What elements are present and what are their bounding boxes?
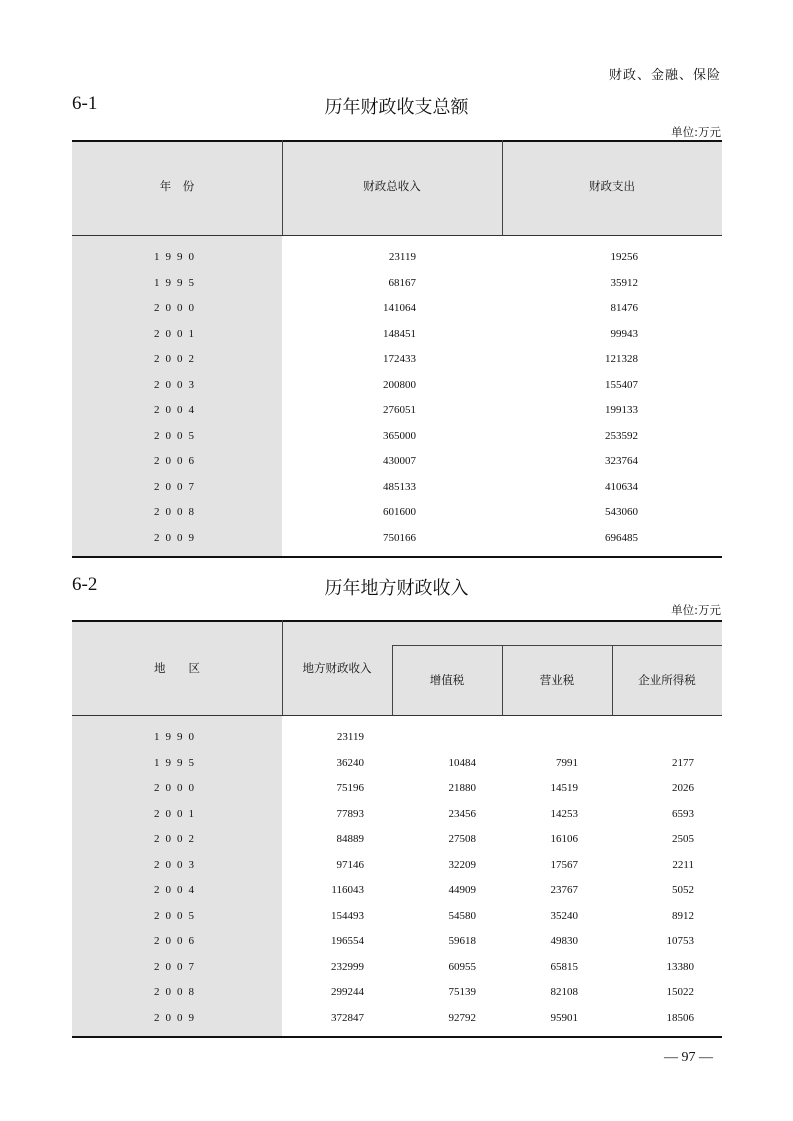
revenue-cell: 23119 bbox=[388, 251, 416, 263]
year-cell: 2005 bbox=[154, 909, 200, 922]
corporate-tax-cell: 15022 bbox=[666, 986, 694, 998]
local-revenue-cell: 232999 bbox=[331, 960, 364, 973]
year-cell: 2003 bbox=[154, 858, 200, 871]
table-row bbox=[72, 425, 722, 450]
table-row bbox=[72, 803, 722, 828]
year-cell: 2005 bbox=[154, 429, 200, 442]
corporate-tax-cell: 2026 bbox=[672, 782, 694, 794]
table2-number: 6-2 bbox=[72, 574, 98, 595]
corporate-tax-cell: 18506 bbox=[666, 1011, 694, 1024]
table1-top-rule bbox=[72, 140, 722, 142]
vat-cell: 10484 bbox=[448, 756, 476, 769]
business-tax-cell: 49830 bbox=[550, 935, 578, 947]
corporate-tax-cell: 2505 bbox=[672, 833, 694, 845]
table-row bbox=[72, 956, 722, 981]
year-cell: 2000 bbox=[154, 782, 200, 794]
local-revenue-cell: 116043 bbox=[331, 884, 364, 896]
corporate-tax-cell: 6593 bbox=[672, 807, 694, 820]
revenue-cell: 200800 bbox=[383, 378, 416, 391]
table-row bbox=[72, 828, 722, 853]
table2-header-business-tax: 营业税 bbox=[539, 673, 575, 687]
expenditure-cell: 253592 bbox=[605, 429, 638, 442]
business-tax-cell: 35240 bbox=[550, 909, 578, 922]
business-tax-cell: 16106 bbox=[550, 833, 578, 845]
revenue-cell: 485133 bbox=[383, 480, 416, 493]
table1-header-revenue: 财政总收入 bbox=[363, 179, 421, 193]
expenditure-cell: 696485 bbox=[605, 531, 638, 544]
table2-unit: 单位:万元 bbox=[671, 603, 721, 617]
local-revenue-cell: 196554 bbox=[331, 935, 364, 947]
local-revenue-cell: 154493 bbox=[331, 909, 364, 922]
table-row bbox=[72, 450, 722, 475]
table1-number: 6-1 bbox=[72, 93, 98, 114]
year-cell: 1995 bbox=[154, 276, 200, 289]
year-cell: 1990 bbox=[154, 251, 200, 263]
table2-header-corporate-tax: 企业所得税 bbox=[638, 673, 696, 687]
table2-header-rule bbox=[72, 715, 722, 716]
vat-cell: 32209 bbox=[448, 858, 476, 871]
corporate-tax-cell: 13380 bbox=[666, 960, 694, 973]
table-row bbox=[72, 752, 722, 777]
local-revenue-cell: 84889 bbox=[336, 833, 364, 845]
table-row bbox=[72, 476, 722, 501]
table-row bbox=[72, 323, 722, 348]
revenue-cell: 172433 bbox=[383, 353, 416, 365]
business-tax-cell: 65815 bbox=[550, 960, 578, 973]
local-revenue-cell: 23119 bbox=[336, 731, 364, 743]
year-cell: 1995 bbox=[154, 756, 200, 769]
expenditure-cell: 410634 bbox=[605, 480, 638, 493]
table-row bbox=[72, 905, 722, 930]
table1-header-year: 年 份 bbox=[159, 179, 195, 193]
local-revenue-cell: 75196 bbox=[336, 782, 364, 794]
table-row bbox=[72, 374, 722, 399]
table2 bbox=[72, 620, 722, 1039]
vat-cell: 75139 bbox=[448, 986, 476, 998]
vat-cell: 54580 bbox=[448, 909, 476, 922]
expenditure-cell: 155407 bbox=[605, 378, 638, 391]
year-cell: 2006 bbox=[154, 455, 200, 467]
year-cell: 2008 bbox=[154, 986, 200, 998]
revenue-cell: 601600 bbox=[383, 506, 416, 518]
revenue-cell: 750166 bbox=[383, 531, 416, 544]
expenditure-cell: 19256 bbox=[610, 251, 638, 263]
vat-cell: 92792 bbox=[448, 1011, 476, 1024]
table2-title: 历年地方财政收入 bbox=[324, 578, 469, 599]
year-cell: 2003 bbox=[154, 378, 200, 391]
year-cell: 2006 bbox=[154, 935, 200, 947]
revenue-cell: 141064 bbox=[383, 302, 416, 314]
year-cell: 2002 bbox=[154, 353, 200, 365]
local-revenue-cell: 372847 bbox=[331, 1011, 364, 1024]
year-cell: 2007 bbox=[154, 960, 200, 973]
table2-header-local-revenue: 地方财政收入 bbox=[302, 661, 372, 675]
running-head: 财政、金融、保险 bbox=[608, 68, 721, 83]
business-tax-cell: 95901 bbox=[550, 1011, 578, 1024]
table-row bbox=[72, 501, 722, 526]
vat-cell: 21880 bbox=[448, 782, 476, 794]
year-cell: 2009 bbox=[154, 1011, 200, 1024]
vat-cell: 23456 bbox=[448, 807, 476, 820]
table-row bbox=[72, 348, 722, 373]
vat-cell: 59618 bbox=[448, 935, 476, 947]
table-row bbox=[72, 879, 722, 904]
business-tax-cell: 17567 bbox=[550, 858, 578, 871]
vat-cell: 60955 bbox=[448, 960, 476, 973]
table1-header-rule bbox=[72, 235, 722, 236]
table2-bottom-rule bbox=[72, 1036, 722, 1038]
table2-header-region: 地 区 bbox=[154, 661, 200, 675]
year-cell: 2000 bbox=[154, 302, 200, 314]
table-row bbox=[72, 1007, 722, 1032]
table-row bbox=[72, 272, 722, 297]
table-row bbox=[72, 246, 722, 271]
table1-bottom-rule bbox=[72, 556, 722, 558]
expenditure-cell: 121328 bbox=[605, 353, 638, 365]
table1-header-expenditure: 财政支出 bbox=[589, 179, 635, 193]
year-cell: 2007 bbox=[154, 480, 200, 493]
expenditure-cell: 199133 bbox=[605, 404, 638, 416]
table1-title: 历年财政收支总额 bbox=[324, 97, 469, 118]
corporate-tax-cell: 8912 bbox=[672, 909, 694, 922]
revenue-cell: 276051 bbox=[383, 404, 416, 416]
table2-subheader-rule bbox=[392, 645, 722, 646]
table2-header-vat: 增值税 bbox=[429, 673, 465, 687]
table-row bbox=[72, 726, 722, 751]
year-cell: 2002 bbox=[154, 833, 200, 845]
year-cell: 2001 bbox=[154, 807, 200, 820]
revenue-cell: 365000 bbox=[383, 429, 416, 442]
table-row bbox=[72, 930, 722, 955]
expenditure-cell: 323764 bbox=[605, 455, 638, 467]
table-row bbox=[72, 399, 722, 424]
business-tax-cell: 7991 bbox=[556, 756, 578, 769]
local-revenue-cell: 77893 bbox=[336, 807, 364, 820]
business-tax-cell: 14253 bbox=[550, 807, 578, 820]
table1-unit: 单位:万元 bbox=[671, 125, 721, 139]
business-tax-cell: 14519 bbox=[550, 782, 578, 794]
revenue-cell: 430007 bbox=[383, 455, 416, 467]
local-revenue-cell: 36240 bbox=[336, 756, 364, 769]
year-cell: 2004 bbox=[154, 404, 200, 416]
business-tax-cell: 23767 bbox=[550, 884, 578, 896]
corporate-tax-cell: 2211 bbox=[672, 858, 694, 871]
local-revenue-cell: 97146 bbox=[336, 858, 364, 871]
corporate-tax-cell: 10753 bbox=[666, 935, 694, 947]
page-number: — 97 — bbox=[664, 1050, 713, 1065]
table-row bbox=[72, 777, 722, 802]
year-cell: 2001 bbox=[154, 327, 200, 340]
table-row bbox=[72, 981, 722, 1006]
expenditure-cell: 35912 bbox=[610, 276, 638, 289]
table-row bbox=[72, 854, 722, 879]
expenditure-cell: 99943 bbox=[610, 327, 638, 340]
year-cell: 2009 bbox=[154, 531, 200, 544]
year-cell: 2004 bbox=[154, 884, 200, 896]
revenue-cell: 148451 bbox=[383, 327, 416, 340]
revenue-cell: 68167 bbox=[388, 276, 416, 289]
expenditure-cell: 81476 bbox=[610, 302, 638, 314]
vat-cell: 44909 bbox=[448, 884, 476, 896]
table-row bbox=[72, 297, 722, 322]
table2-top-rule bbox=[72, 620, 722, 622]
corporate-tax-cell: 2177 bbox=[672, 756, 694, 769]
corporate-tax-cell: 5052 bbox=[672, 884, 694, 896]
table1 bbox=[72, 140, 722, 558]
expenditure-cell: 543060 bbox=[605, 506, 638, 518]
business-tax-cell: 82108 bbox=[550, 986, 578, 998]
table-row bbox=[72, 527, 722, 552]
year-cell: 1990 bbox=[154, 731, 200, 743]
year-cell: 2008 bbox=[154, 506, 200, 518]
vat-cell: 27508 bbox=[448, 833, 476, 845]
local-revenue-cell: 299244 bbox=[331, 986, 364, 998]
